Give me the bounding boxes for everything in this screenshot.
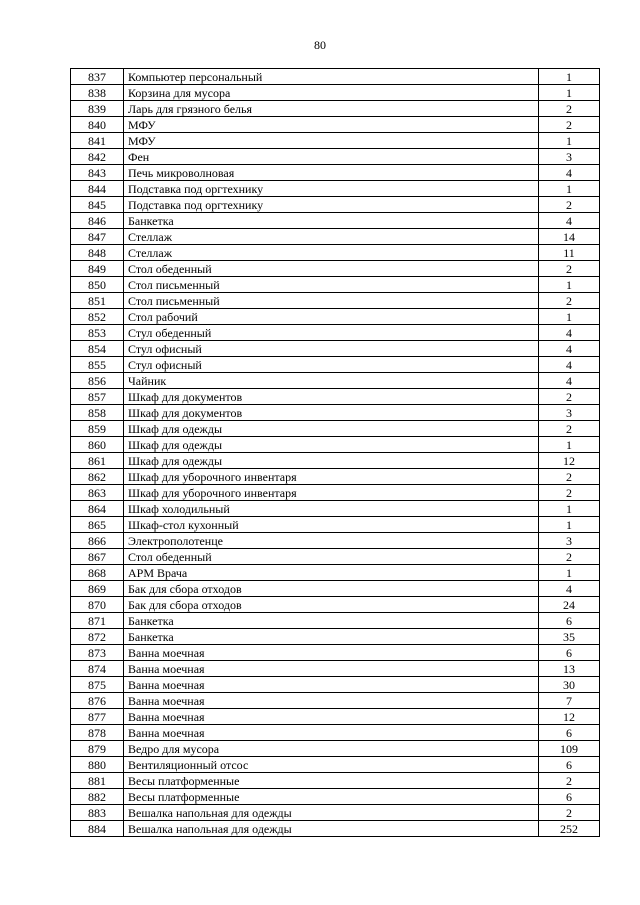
table-row — [71, 69, 600, 85]
row-number-cell: 861 — [71, 453, 124, 469]
row-number-cell: 883 — [71, 805, 124, 821]
quantity-cell: 11 — [539, 245, 600, 261]
item-name-cell: Стул обеденный — [124, 325, 539, 341]
quantity-cell: 1 — [539, 277, 600, 293]
quantity-cell: 3 — [539, 533, 600, 549]
table-row — [71, 709, 600, 725]
row-number-cell: 868 — [71, 565, 124, 581]
row-number-cell: 838 — [71, 85, 124, 101]
table-row — [71, 661, 600, 677]
quantity-cell: 2 — [539, 805, 600, 821]
row-number-cell: 864 — [71, 501, 124, 517]
quantity-cell: 109 — [539, 741, 600, 757]
table-row — [71, 773, 600, 789]
item-name-cell: Шкаф-стол кухонный — [124, 517, 539, 533]
table-row — [71, 645, 600, 661]
item-name-cell: Бак для сбора отходов — [124, 581, 539, 597]
item-name-cell: Шкаф для одежды — [124, 453, 539, 469]
table-row — [71, 549, 600, 565]
row-number-cell: 858 — [71, 405, 124, 421]
row-number-cell: 873 — [71, 645, 124, 661]
row-number-cell: 860 — [71, 437, 124, 453]
quantity-cell: 2 — [539, 117, 600, 133]
table-row — [71, 325, 600, 341]
quantity-cell: 2 — [539, 421, 600, 437]
item-name-cell: Весы платформенные — [124, 789, 539, 805]
item-name-cell: АРМ Врача — [124, 565, 539, 581]
quantity-cell: 3 — [539, 405, 600, 421]
item-name-cell: Шкаф для уборочного инвентаря — [124, 485, 539, 501]
table-row — [71, 213, 600, 229]
quantity-cell: 2 — [539, 261, 600, 277]
row-number-cell: 854 — [71, 341, 124, 357]
item-name-cell: Ванна моечная — [124, 709, 539, 725]
row-number-cell: 848 — [71, 245, 124, 261]
row-number-cell: 859 — [71, 421, 124, 437]
table-row — [71, 341, 600, 357]
row-number-cell: 844 — [71, 181, 124, 197]
row-number-cell: 852 — [71, 309, 124, 325]
item-name-cell: Стул офисный — [124, 341, 539, 357]
table-row — [71, 357, 600, 373]
table-row — [71, 453, 600, 469]
table-row — [71, 229, 600, 245]
quantity-cell: 1 — [539, 565, 600, 581]
row-number-cell: 853 — [71, 325, 124, 341]
table-row — [71, 789, 600, 805]
row-number-cell: 841 — [71, 133, 124, 149]
page-number: 80 — [314, 38, 326, 52]
row-number-cell: 866 — [71, 533, 124, 549]
table-row — [71, 165, 600, 181]
quantity-cell: 2 — [539, 469, 600, 485]
row-number-cell: 876 — [71, 693, 124, 709]
item-name-cell: Ванна моечная — [124, 677, 539, 693]
table-row — [71, 613, 600, 629]
table-row — [71, 565, 600, 581]
row-number-cell: 872 — [71, 629, 124, 645]
item-name-cell: Весы платформенные — [124, 773, 539, 789]
quantity-cell: 4 — [539, 581, 600, 597]
table-row — [71, 741, 600, 757]
row-number-cell: 862 — [71, 469, 124, 485]
row-number-cell: 880 — [71, 757, 124, 773]
quantity-cell: 1 — [539, 181, 600, 197]
table-row — [71, 693, 600, 709]
item-name-cell: Корзина для мусора — [124, 85, 539, 101]
quantity-cell: 252 — [539, 821, 600, 837]
table-row — [71, 517, 600, 533]
table-row — [71, 581, 600, 597]
item-name-cell: Стол письменный — [124, 277, 539, 293]
row-number-cell: 846 — [71, 213, 124, 229]
item-name-cell: Ванна моечная — [124, 661, 539, 677]
quantity-cell: 6 — [539, 757, 600, 773]
table-row — [71, 117, 600, 133]
table-row — [71, 277, 600, 293]
quantity-cell: 6 — [539, 725, 600, 741]
table-row — [71, 421, 600, 437]
item-name-cell: Ведро для мусора — [124, 741, 539, 757]
quantity-cell: 4 — [539, 325, 600, 341]
row-number-cell: 842 — [71, 149, 124, 165]
table-row — [71, 261, 600, 277]
item-name-cell: Банкетка — [124, 213, 539, 229]
quantity-cell: 24 — [539, 597, 600, 613]
quantity-cell: 6 — [539, 789, 600, 805]
table-row — [71, 245, 600, 261]
row-number-cell: 875 — [71, 677, 124, 693]
item-name-cell: Стул офисный — [124, 357, 539, 373]
row-number-cell: 855 — [71, 357, 124, 373]
table-row — [71, 533, 600, 549]
item-name-cell: Ванна моечная — [124, 693, 539, 709]
table-row — [71, 101, 600, 117]
table-row — [71, 405, 600, 421]
row-number-cell: 850 — [71, 277, 124, 293]
quantity-cell: 1 — [539, 437, 600, 453]
table-row — [71, 85, 600, 101]
quantity-cell: 14 — [539, 229, 600, 245]
row-number-cell: 882 — [71, 789, 124, 805]
item-name-cell: Шкаф для документов — [124, 405, 539, 421]
table-row — [71, 597, 600, 613]
item-name-cell: Электрополотенце — [124, 533, 539, 549]
item-name-cell: Подставка под оргтехнику — [124, 181, 539, 197]
item-name-cell: Ларь для грязного белья — [124, 101, 539, 117]
quantity-cell: 2 — [539, 293, 600, 309]
quantity-cell: 1 — [539, 133, 600, 149]
quantity-cell: 2 — [539, 389, 600, 405]
table-row — [71, 821, 600, 837]
table-row — [71, 677, 600, 693]
quantity-cell: 4 — [539, 165, 600, 181]
row-number-cell: 881 — [71, 773, 124, 789]
item-name-cell: Шкаф для документов — [124, 389, 539, 405]
item-name-cell: Шкаф для одежды — [124, 421, 539, 437]
item-name-cell: Стол обеденный — [124, 549, 539, 565]
item-name-cell: Шкаф для уборочного инвентаря — [124, 469, 539, 485]
item-name-cell: Банкетка — [124, 629, 539, 645]
item-name-cell: Чайник — [124, 373, 539, 389]
quantity-cell: 2 — [539, 549, 600, 565]
inventory-table-body — [71, 69, 600, 837]
table-row — [71, 469, 600, 485]
item-name-cell: МФУ — [124, 117, 539, 133]
item-name-cell: Шкаф для одежды — [124, 437, 539, 453]
item-name-cell: Стол рабочий — [124, 309, 539, 325]
table-row — [71, 197, 600, 213]
item-name-cell: Печь микроволновая — [124, 165, 539, 181]
row-number-cell: 840 — [71, 117, 124, 133]
row-number-cell: 867 — [71, 549, 124, 565]
table-row — [71, 373, 600, 389]
row-number-cell: 863 — [71, 485, 124, 501]
row-number-cell: 849 — [71, 261, 124, 277]
quantity-cell: 1 — [539, 517, 600, 533]
item-name-cell: Вешалка напольная для одежды — [124, 805, 539, 821]
row-number-cell: 871 — [71, 613, 124, 629]
row-number-cell: 884 — [71, 821, 124, 837]
table-row — [71, 725, 600, 741]
inventory-table — [70, 68, 600, 837]
row-number-cell: 837 — [71, 69, 124, 85]
item-name-cell: Ванна моечная — [124, 645, 539, 661]
table-row — [71, 501, 600, 517]
quantity-cell: 1 — [539, 309, 600, 325]
quantity-cell: 4 — [539, 373, 600, 389]
quantity-cell: 1 — [539, 85, 600, 101]
row-number-cell: 877 — [71, 709, 124, 725]
item-name-cell: Вешалка напольная для одежды — [124, 821, 539, 837]
row-number-cell: 869 — [71, 581, 124, 597]
item-name-cell: Компьютер персональный — [124, 69, 539, 85]
row-number-cell: 879 — [71, 741, 124, 757]
quantity-cell: 12 — [539, 453, 600, 469]
table-row — [71, 149, 600, 165]
table-row — [71, 181, 600, 197]
table-row — [71, 389, 600, 405]
item-name-cell: МФУ — [124, 133, 539, 149]
table-row — [71, 485, 600, 501]
quantity-cell: 2 — [539, 773, 600, 789]
quantity-cell: 4 — [539, 341, 600, 357]
item-name-cell: Ванна моечная — [124, 725, 539, 741]
item-name-cell: Фен — [124, 149, 539, 165]
row-number-cell: 843 — [71, 165, 124, 181]
row-number-cell: 865 — [71, 517, 124, 533]
quantity-cell: 3 — [539, 149, 600, 165]
quantity-cell: 1 — [539, 69, 600, 85]
table-row — [71, 293, 600, 309]
quantity-cell: 6 — [539, 613, 600, 629]
item-name-cell: Стол письменный — [124, 293, 539, 309]
item-name-cell: Бак для сбора отходов — [124, 597, 539, 613]
item-name-cell: Шкаф холодильный — [124, 501, 539, 517]
row-number-cell: 856 — [71, 373, 124, 389]
row-number-cell: 874 — [71, 661, 124, 677]
row-number-cell: 851 — [71, 293, 124, 309]
quantity-cell: 2 — [539, 101, 600, 117]
row-number-cell: 857 — [71, 389, 124, 405]
row-number-cell: 847 — [71, 229, 124, 245]
item-name-cell: Подставка под оргтехнику — [124, 197, 539, 213]
quantity-cell: 2 — [539, 485, 600, 501]
item-name-cell: Вентиляционный отсос — [124, 757, 539, 773]
quantity-cell: 13 — [539, 661, 600, 677]
quantity-cell: 7 — [539, 693, 600, 709]
item-name-cell: Стеллаж — [124, 245, 539, 261]
quantity-cell: 30 — [539, 677, 600, 693]
table-row — [71, 133, 600, 149]
quantity-cell: 6 — [539, 645, 600, 661]
table-row — [71, 757, 600, 773]
table-row — [71, 309, 600, 325]
item-name-cell: Стеллаж — [124, 229, 539, 245]
quantity-cell: 4 — [539, 357, 600, 373]
row-number-cell: 839 — [71, 101, 124, 117]
quantity-cell: 2 — [539, 197, 600, 213]
row-number-cell: 878 — [71, 725, 124, 741]
quantity-cell: 12 — [539, 709, 600, 725]
item-name-cell: Банкетка — [124, 613, 539, 629]
table-row — [71, 805, 600, 821]
table-row — [71, 629, 600, 645]
row-number-cell: 845 — [71, 197, 124, 213]
row-number-cell: 870 — [71, 597, 124, 613]
table-row — [71, 437, 600, 453]
item-name-cell: Стол обеденный — [124, 261, 539, 277]
quantity-cell: 35 — [539, 629, 600, 645]
quantity-cell: 1 — [539, 501, 600, 517]
quantity-cell: 4 — [539, 213, 600, 229]
